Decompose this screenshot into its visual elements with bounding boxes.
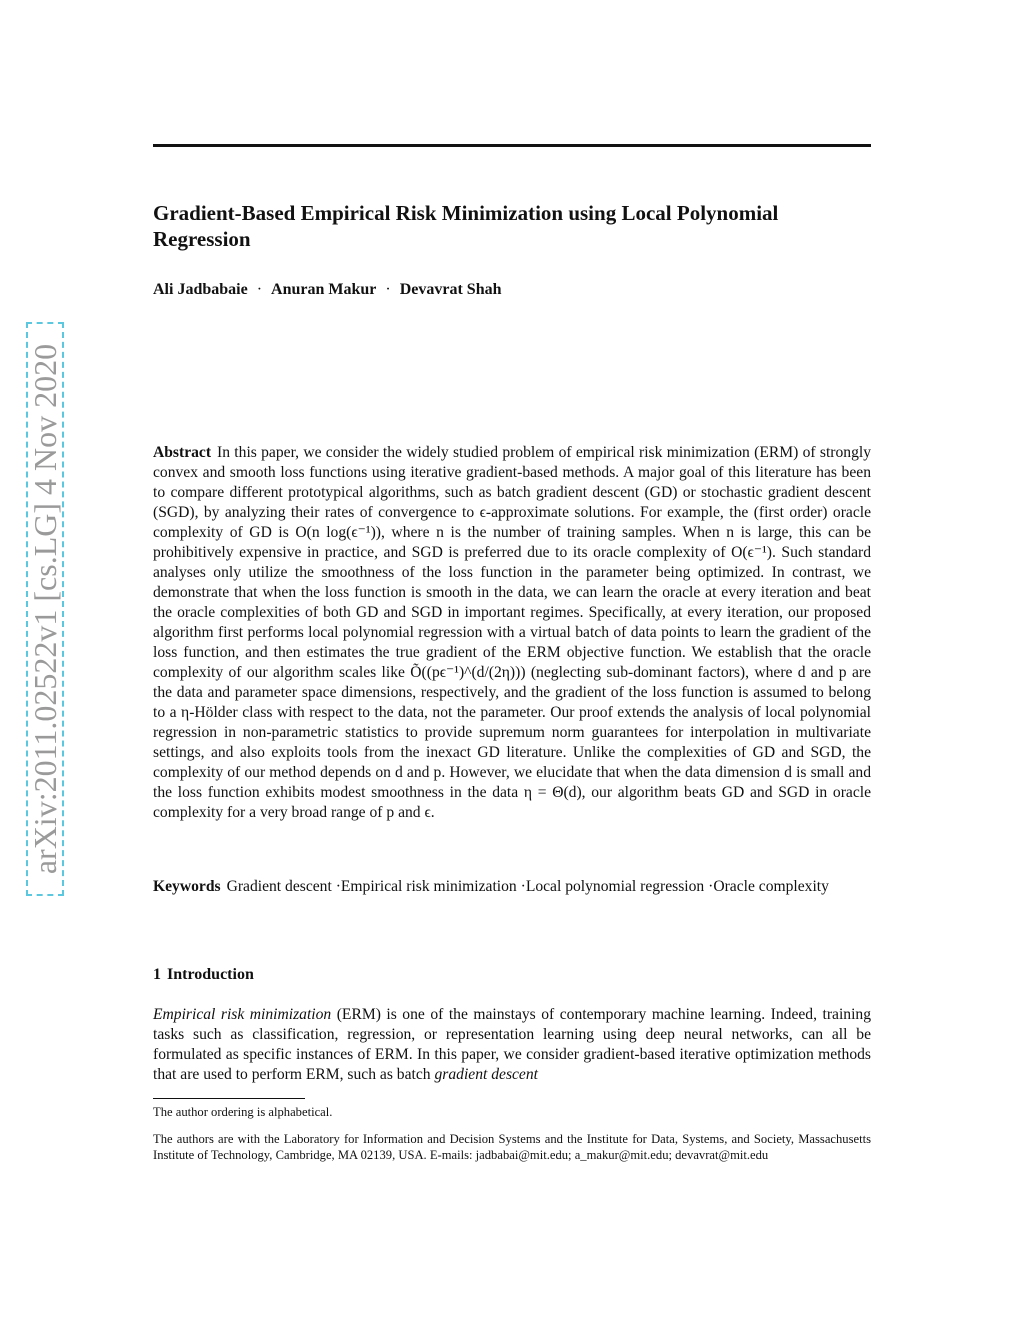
keyword: · Empirical risk minimization [332, 878, 517, 895]
keywords-label: Keywords [153, 878, 221, 895]
intro-text: (ERM) is one of the mainstays of contemporary machine learning. Indeed, training tasks such as classification, regression, or representation learning using deep neural networks, can all be formulated as specific instances of ERM. In this paper, we consider gradient-based iterative optimization methods that are used to perform ERM, such as batch [153, 1006, 871, 1083]
paper-title: Gradient-Based Empirical Risk Minimization using Local Polynomial Regression [153, 201, 779, 251]
keywords [153, 877, 871, 897]
author-list [153, 280, 871, 300]
keyword: · Oracle complexity [704, 878, 829, 895]
intro-emphasis: gradient descent [434, 1066, 538, 1083]
section-heading [153, 965, 254, 985]
footnote-rule [153, 1098, 305, 1099]
author-2: Anuran Makur [271, 281, 377, 298]
abstract-label: Abstract [153, 444, 212, 461]
footnote-2: The authors are with the Laboratory for Information and Decision Systems and the Institute for Data, Systems, and Society, Massachusetts Institute of Technology, Cambridge, MA 02139, USA. E-mails: jadbabai@mit.edu; a_makur@mit.edu; devavrat@mit.edu [153, 1132, 871, 1162]
section-title: Introduction [167, 966, 254, 983]
author-separator: · [385, 281, 391, 298]
section-number: 1 [153, 966, 161, 983]
intro-emphasis: Empirical risk minimization [153, 1006, 332, 1023]
top-rule [153, 144, 871, 147]
author-separator: · [256, 281, 263, 298]
footnote-1: The author ordering is alphabetical. [153, 1105, 333, 1119]
keyword: · Local polynomial regression [517, 878, 705, 895]
keyword: Gradient descent [226, 878, 332, 895]
author-3: Devavrat Shah [399, 281, 502, 298]
author-1: Ali Jadbabaie [153, 281, 248, 298]
abstract [153, 443, 871, 823]
abstract-text: In this paper, we consider the widely studied problem of empirical risk minimization (ERM) of strongly convex and smooth loss functions using iterative gradient-based methods. A major goal of this literature has been to compare different prototypical algorithms, such as batch gradient descent (GD) or stochastic gradient descent (SGD), by analyzing their rates of convergence to ϵ-approximate solutions. For example, the (first order) oracle complexity of GD is O(n log(ϵ⁻¹)), where n is the number of training samples. When n is large, this can be prohibitively expensive in practice, and SGD is preferred due to its oracle complexity of O(ϵ⁻¹). Such standard analyses only utilize the smoothness of the loss function in the parameter being optimized. In contrast, we demonstrate that when the loss function is smooth in the data, we can learn the oracle at every iteration and beat the oracle complexities of both GD and SGD in important regimes. Specifically, at every iteration, our proposed algorithm first performs local polynomial regression with a virtual batch of data points to learn the gradient of the loss function, and then estimates the true gradient of the ERM objective function. We establish that the oracle complexity of our algorithm scales like Õ((pϵ⁻¹)^(d/(2η))) (neglecting sub-dominant factors), where d and p are the data and parameter space dimensions, respectively, and the gradient of the loss function is assumed to belong to a η-Hölder class with respect to the data, not the parameter. Our proof extends the analysis of local polynomial regression in non-parametric statistics to provide supremum norm guarantees for interpolation in multivariate settings, and also exploits tools from the inexact GD literature. Unlike the complexities of GD and SGD, the complexity of our method depends on d and p. However, we elucidate that when the data dimension d is small and the loss function exhibits modest smoothness in the data η = Θ(d), our algorithm beats GD and SGD in oracle complexity for a very broad range of p and ϵ. [153, 444, 871, 821]
arxiv-identifier: arXiv:2011.02522v1 [cs.LG] 4 Nov 2020 [27, 343, 63, 875]
introduction-paragraph [153, 1005, 871, 1085]
